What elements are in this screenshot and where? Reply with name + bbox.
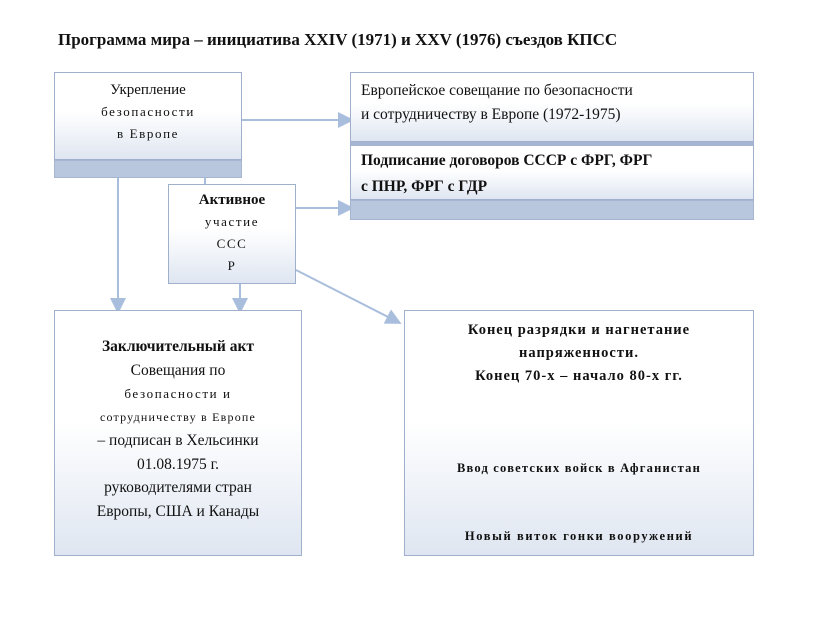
final-act-line-8: Европы, США и Канады (96, 502, 260, 520)
final-act-line-7: руководителями стран (104, 479, 252, 496)
security-band (54, 160, 242, 178)
ussr-line-1: Активное (198, 192, 266, 208)
security-line-2: безопасности (101, 104, 195, 119)
detente-line-5: Новый виток гонки вооружений (464, 529, 694, 543)
treaties-line-1: Подписание договоров СССР с ФРГ, ФРГ (361, 152, 653, 169)
box-active-participation (168, 184, 296, 284)
security-line-3: в Европе (117, 126, 179, 141)
treaties-line-2: с ПНР, ФРГ с ГДР (361, 178, 488, 195)
final-act-line-6: 01.08.1975 г. (136, 455, 220, 473)
box-end-of-detente (404, 310, 754, 556)
final-act-line-1: Заключительный акт (101, 338, 254, 355)
arrow-ussr-to-detente (296, 270, 398, 322)
treaties-band (350, 200, 754, 220)
ussr-line-2: участие (204, 214, 260, 229)
conference-line-2: и сотрудничеству в Европе (1972-1975) (361, 106, 621, 123)
final-act-line-5: – подписан в Хельсинки (97, 432, 259, 449)
conference-line-1: Европейское совещание по безопасности (361, 82, 633, 99)
ussr-line-3: ССС (216, 236, 248, 251)
detente-line-1: Конец разрядки и нагнетание (467, 322, 691, 338)
detente-line-4: Ввод советских войск в Афганистан (456, 461, 702, 475)
security-line-1: Укрепление (110, 82, 186, 98)
diagram-title: Программа мира – инициатива XXIV (1971) и XXV (1976) съездов КПСС (58, 30, 618, 49)
ussr-line-4: Р (227, 258, 237, 273)
detente-line-2: напряженности. (519, 345, 639, 361)
detente-line-3: Конец 70-х – начало 80-х гг. (475, 368, 683, 384)
final-act-line-4: сотрудничеству в Европе (99, 409, 257, 424)
box-treaties (350, 142, 754, 200)
box-european-conference (350, 72, 754, 142)
final-act-line-3: безопасности и (124, 386, 232, 401)
final-act-line-2: Совещания по (130, 361, 226, 379)
box-strengthening-security (54, 72, 242, 160)
box-final-act (54, 310, 302, 556)
